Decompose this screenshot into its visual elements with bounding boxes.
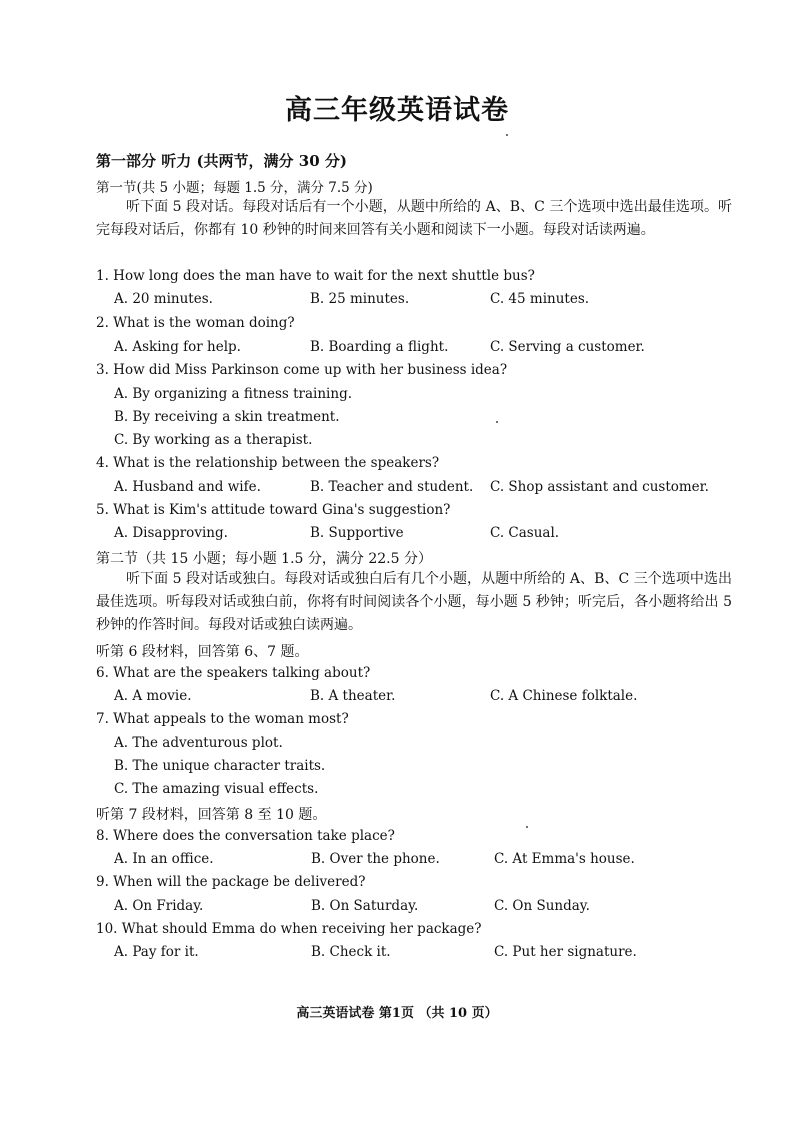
question-10-option-c: C. Put her signature.	[494, 944, 637, 960]
question-9: 9. When will the package be delivered?	[96, 874, 366, 890]
scan-speck	[506, 134, 508, 136]
question-1: 1. How long does the man have to wait for the next shuttle bus?	[96, 268, 535, 284]
question-1-option-b: B. 25 minutes.	[310, 291, 410, 307]
question-10-option-b: B. Check it.	[311, 944, 391, 960]
question-6-option-c: C. A Chinese folktale.	[490, 688, 638, 704]
page-title: 高三年级英语试卷	[285, 95, 509, 126]
question-7-option-b: B. The unique character traits.	[114, 758, 326, 774]
question-2: 2. What is the woman doing?	[96, 315, 295, 331]
part1-heading: 第一部分 听力 (共两节，满分 30 分)	[96, 152, 347, 170]
question-7-option-c: C. The amazing visual effects.	[114, 781, 319, 797]
material-6-note: 听第 6 段材料，回答第 6、7 题。	[96, 644, 309, 660]
question-3: 3. How did Miss Parkinson come up with her business idea?	[96, 362, 508, 378]
section1-instructions: 听下面 5 段对话。每段对话后有一个小题，从题中所给的 A、B、C 三个选项中选出最佳选项。听完每段对话后，你都有 10 秒钟的时间来回答有关小题和阅读下一小题。每段对话读两遍。	[96, 199, 732, 238]
question-9-option-c: C. On Sunday.	[494, 898, 590, 914]
question-3-option-b: B. By receiving a skin treatment.	[114, 409, 340, 425]
question-4-option-b: B. Teacher and student.	[310, 479, 474, 495]
question-7-option-a: A. The adventurous plot.	[114, 735, 283, 751]
question-1-option-a: A. 20 minutes.	[114, 291, 213, 307]
question-5-option-a: A. Disapproving.	[114, 525, 228, 541]
question-2-option-a: A. Asking for help.	[114, 339, 241, 355]
question-1-option-c: C. 45 minutes.	[490, 291, 590, 307]
question-4-option-a: A. Husband and wife.	[114, 479, 261, 495]
question-10-option-a: A. Pay for it.	[114, 944, 199, 960]
section1-heading: 第一节(共 5 小题；每题 1.5 分，满分 7.5 分)	[96, 180, 373, 196]
question-2-option-b: B. Boarding a flight.	[310, 339, 449, 355]
question-2-option-c: C. Serving a customer.	[490, 339, 645, 355]
section2-instructions: 听下面 5 段对话或独白。每段对话或独白后有几个小题，从题中所给的 A、B、C 三个选项中选出最佳选项。听每段对话或独白前，你将有时间阅读各个小题，每小题 5 秒钟；听完后，各小题将给出 5 秒钟的作答时间。每段对话或独白读两遍。	[96, 571, 732, 633]
material-7-note: 听第 7 段材料，回答第 8 至 10 题。	[96, 807, 327, 823]
question-9-option-a: A. On Friday.	[114, 898, 204, 914]
question-5-option-b: B. Supportive	[310, 525, 404, 541]
question-8-option-b: B. Over the phone.	[311, 851, 440, 867]
question-8: 8. Where does the conversation take place?	[96, 828, 395, 844]
scan-speck	[496, 421, 498, 423]
page-footer: 高三英语试卷 第1页 （共 10 页）	[296, 1006, 498, 1021]
question-4: 4. What is the relationship between the speakers?	[96, 455, 440, 471]
question-10: 10. What should Emma do when receiving her package?	[96, 921, 482, 937]
question-6-option-a: A. A movie.	[114, 688, 192, 704]
question-3-option-a: A. By organizing a fitness training.	[114, 386, 352, 402]
question-4-option-c: C. Shop assistant and customer.	[490, 479, 709, 495]
question-8-option-c: C. At Emma's house.	[494, 851, 635, 867]
question-9-option-b: B. On Saturday.	[311, 898, 419, 914]
question-6: 6. What are the speakers talking about?	[96, 665, 371, 681]
question-7: 7. What appeals to the woman most?	[96, 711, 349, 727]
question-5: 5. What is Kim's attitude toward Gina's suggestion?	[96, 502, 451, 518]
section2-heading: 第二节（共 15 小题；每小题 1.5 分，满分 22.5 分）	[96, 551, 432, 567]
question-6-option-b: B. A theater.	[310, 688, 396, 704]
question-5-option-c: C. Casual.	[490, 525, 560, 541]
scan-speck	[526, 826, 528, 828]
question-3-option-c: C. By working as a therapist.	[114, 432, 313, 448]
question-8-option-a: A. In an office.	[114, 851, 214, 867]
